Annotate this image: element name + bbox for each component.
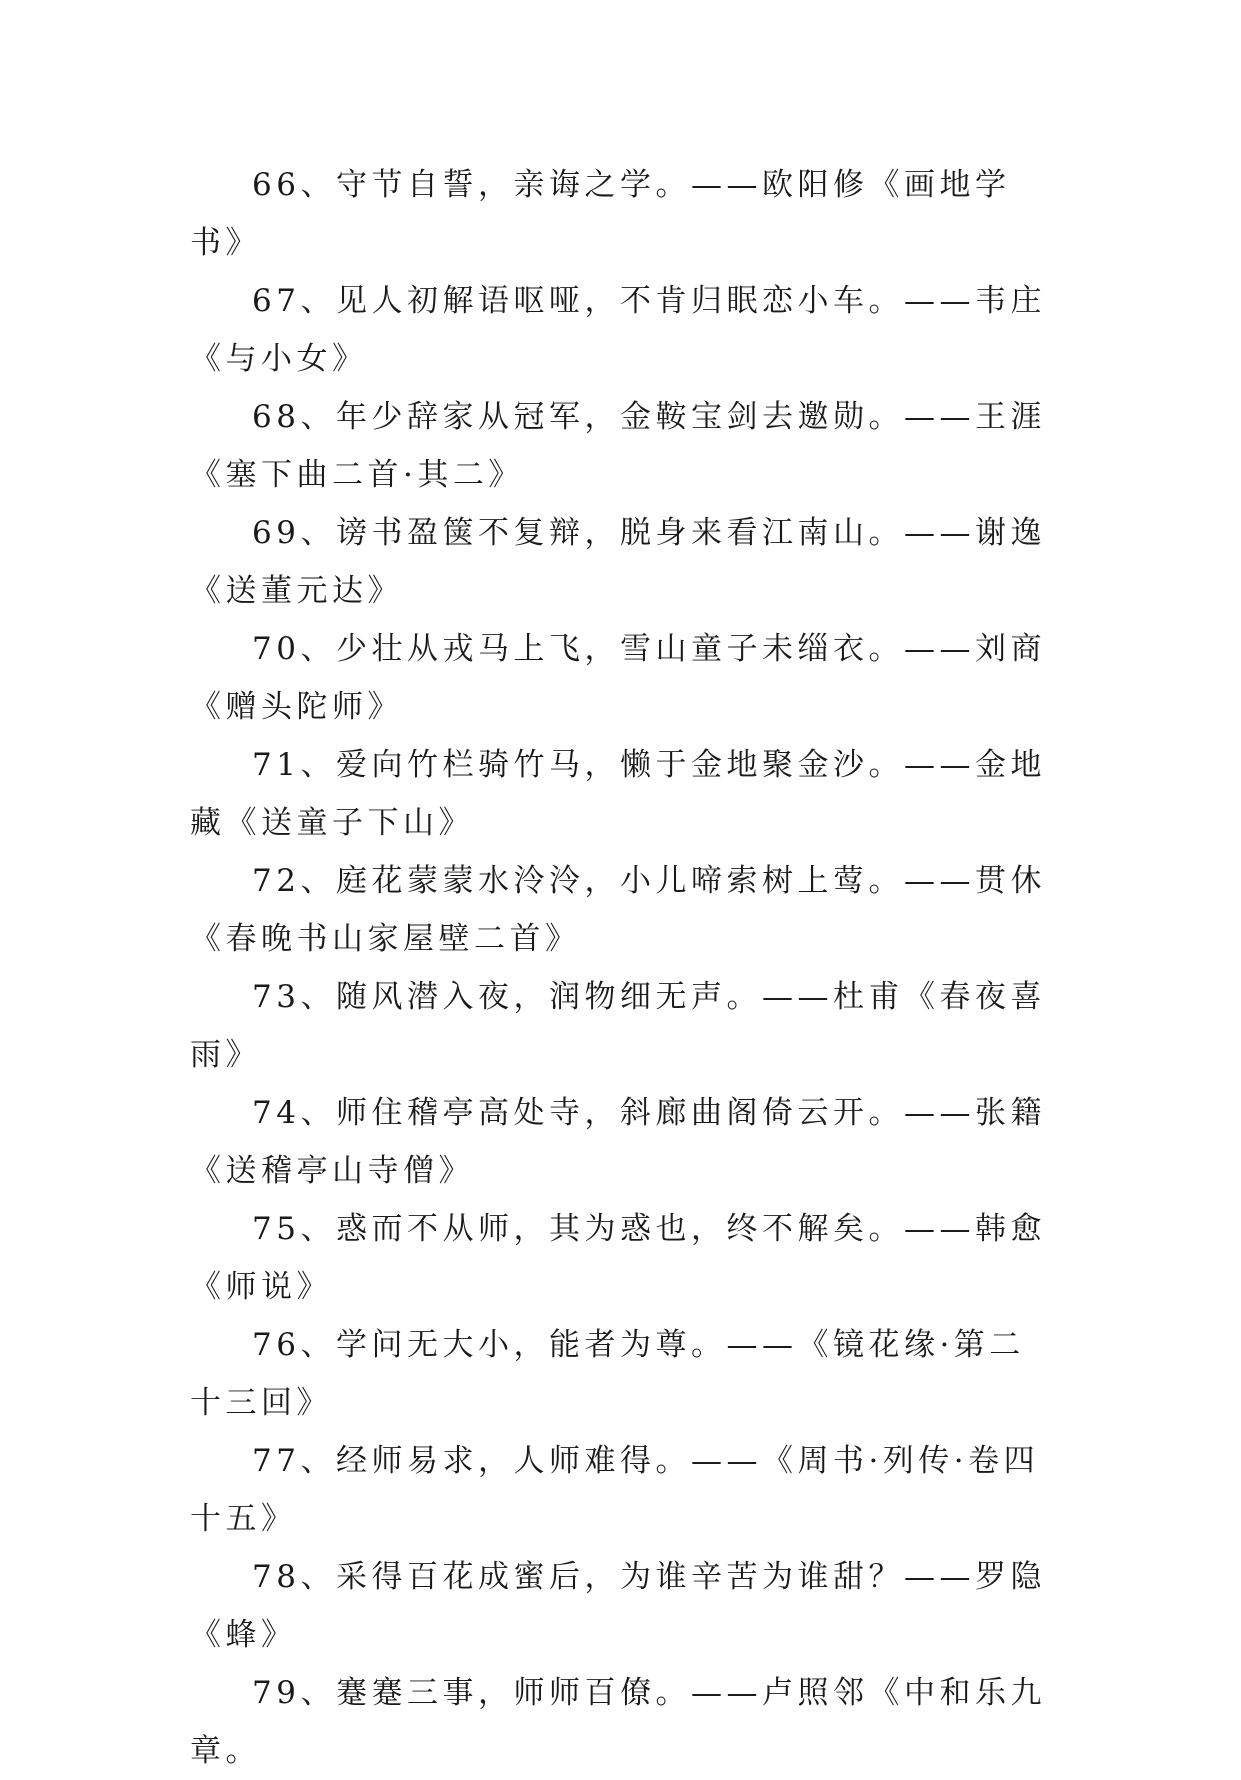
quote-entry: 70、少壮从戎马上飞，雪山童子未缁衣。——刘商《赠头陀师》 — [190, 631, 1046, 725]
quote-entry: 69、谤书盈箧不复辩，脱身来看江南山。——谢逸《送董元达》 — [190, 515, 1046, 609]
quote-list — [190, 156, 1060, 1780]
quote-entry: 79、蹇蹇三事，师师百僚。——卢照邻《中和乐九章。 — [190, 1675, 1046, 1769]
quote-entry: 76、学问无大小，能者为尊。——《镜花缘·第二十三回》 — [190, 1327, 1025, 1421]
quote-entry: 67、见人初解语呕哑，不肯归眠恋小车。——韦庄《与小女》 — [190, 283, 1046, 377]
quote-entry: 71、爱向竹栏骑竹马，懒于金地聚金沙。——金地藏《送童子下山》 — [190, 747, 1046, 841]
quote-entry: 73、随风潜入夜，润物细无声。——杜甫《春夜喜雨》 — [190, 979, 1046, 1073]
quote-entry: 68、年少辞家从冠军，金鞍宝剑去邀勋。——王涯《塞下曲二首·其二》 — [190, 399, 1046, 493]
quote-entry: 78、采得百花成蜜后，为谁辛苦为谁甜？——罗隐《蜂》 — [190, 1559, 1046, 1653]
quote-entry: 74、师住稽亭高处寺，斜廊曲阁倚云开。——张籍《送稽亭山寺僧》 — [190, 1095, 1046, 1189]
quote-entry: 75、惑而不从师，其为惑也，终不解矣。——韩愈《师说》 — [190, 1211, 1046, 1305]
quote-entry: 77、经师易求，人师难得。——《周书·列传·卷四十五》 — [190, 1443, 1040, 1537]
quote-entry: 72、庭花蒙蒙水泠泠，小儿啼索树上莺。——贯休《春晚书山家屋壁二首》 — [190, 863, 1046, 957]
quote-entry: 66、守节自誓，亲诲之学。——欧阳修《画地学书》 — [190, 167, 1011, 261]
